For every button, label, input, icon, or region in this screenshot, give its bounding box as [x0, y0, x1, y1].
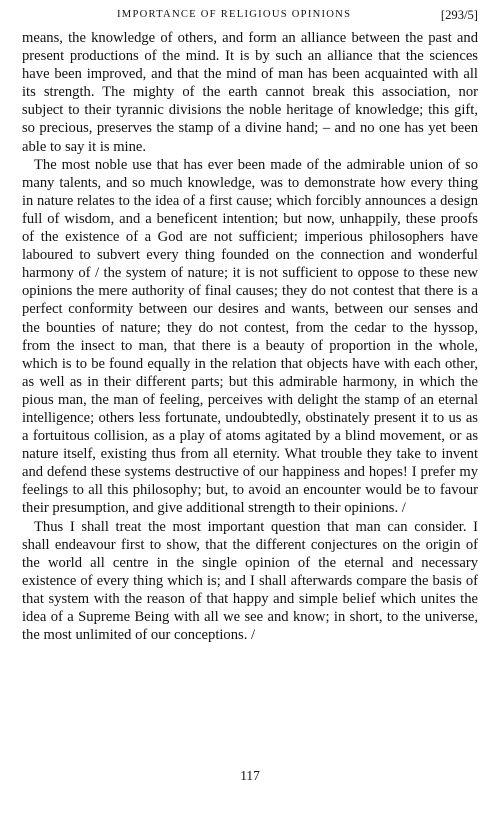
- text-line: idea of a Supreme Being with all we see and know; in short, to the universe,: [22, 609, 478, 625]
- text-line: as well as in their different parts; but this admirable harmony, in which the: [22, 373, 478, 390]
- text-line: laboured to subvert every thing founded on the connection and wonderful: [22, 247, 478, 264]
- text-line: full of wisdom, and a beneficent intention; but now, unhappily, these proofs: [22, 210, 478, 227]
- text-line: so precious, preserves the stamp of a divine hand; – and no one has yet been: [22, 120, 478, 137]
- text-line: The most noble use that has ever been made of the admirable union of so: [34, 156, 478, 173]
- text-line: perfect conformity between our desires and wants, between our senses and: [22, 301, 478, 318]
- text-line: existence of every thing which is; and I shall afterwards compare the basis of: [22, 572, 478, 589]
- text-line: the bounties of nature; they do not contest, from the cedar to the hyssop,: [22, 319, 478, 336]
- text-line: have been improved, and that the mind of man has been acquainted with all: [22, 66, 478, 83]
- text-line: subject to their tyrannic divisions the noble heritage of knowledge; this gift,: [22, 102, 478, 119]
- text-line: a fortuitous collision, as a play of atoms agitated by a blind movement, or as: [22, 428, 478, 445]
- page-reference: [293/5]: [440, 8, 478, 22]
- paragraph: [22, 518, 478, 645]
- text-line: the most unlimited of our conceptions. /: [22, 627, 256, 644]
- text-line: its strength. The mighty of the earth cannot break this association, nor: [22, 84, 478, 101]
- text-line: from the insect to man, that there is a beauty of proportion in the whole,: [22, 337, 478, 354]
- text-line: in nature relates to the idea of a first cause; which forcibly announces a design: [22, 192, 478, 209]
- text-line: which is to be found equally in the relation that objects have with each other,: [22, 355, 478, 372]
- text-line: means, the knowledge of others, and form an alliance between the past and: [22, 30, 478, 46]
- text-line: harmony of / the system of nature; it is not sufficient to oppose to these new: [22, 265, 478, 282]
- text-line: that system with the reason of that happy and simple belief which unites the: [22, 590, 478, 607]
- text-line: feelings to all this philosophy; but, to avoid an encounter would be to favour: [22, 482, 478, 499]
- running-title: IMPORTANCE OF RELIGIOUS OPINIONS: [117, 9, 352, 20]
- text-line: and defend these systems destructive of our happiness and hopes! I prefer my: [22, 464, 478, 481]
- text-line: Thus I shall treat the most important question that man can consider. I: [34, 518, 478, 535]
- running-head: [22, 9, 478, 29]
- text-line: nature itself, existing thus from all eternity. What trouble they take to invent: [22, 446, 478, 463]
- page-number: 117: [240, 768, 260, 783]
- text-line: their presumption, and give additional strength to their opinions. /: [22, 500, 406, 517]
- text-line: the world all centre in the single opinion of the eternal and necessary: [22, 554, 478, 571]
- text-line: many talents, and so much knowledge, was to demonstrate how every thing: [22, 174, 478, 191]
- text-line: of the existence of a God are not sufficient; imperious philosophers have: [22, 229, 478, 246]
- body-text: [22, 29, 478, 644]
- paragraph: [22, 29, 478, 156]
- text-line: opinions the mere authority of final causes; they do not contest that there is a: [22, 283, 478, 300]
- book-page: [22, 0, 478, 818]
- text-line: pious man, the man of feeling, perceives with delight the stamp of an eternal: [22, 391, 478, 408]
- text-line: present productions of the mind. It is by such an alliance that the sciences: [22, 48, 478, 65]
- text-line: able to say it is mine.: [22, 138, 147, 155]
- text-line: shall endeavour first to show, that the different conjectures on the origin of: [22, 536, 478, 553]
- paragraph: [22, 156, 478, 518]
- text-line: intelligence; others less fortunate, undoubtedly, obstinately present it to us as: [22, 409, 478, 426]
